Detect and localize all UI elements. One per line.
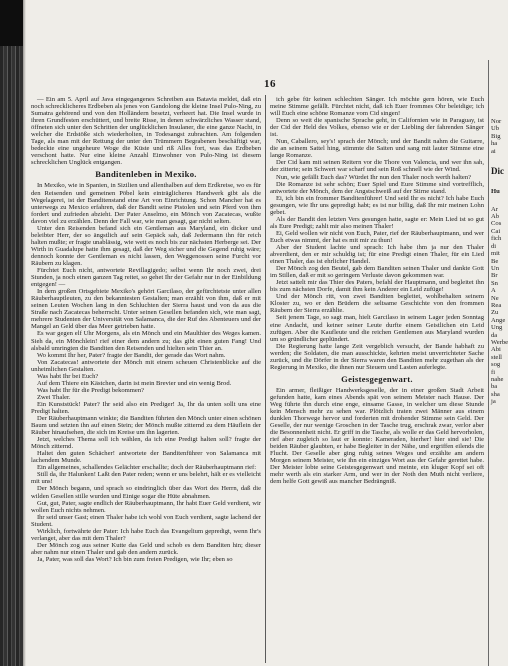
adjacent-page-fragment: Hu	[491, 187, 500, 195]
page-gutter-shadow	[23, 0, 26, 666]
article-paragraph: Denn so weit die spanische Sprache geht, in Californien wie in Paraguay, ist der Cid der Held des Volkes, ebenso wie er der Liebling der fahrenden Sänger ist.	[270, 117, 484, 139]
adjacent-page-fragment	[491, 180, 504, 187]
adjacent-page-fragment: Ange	[491, 316, 506, 324]
binding-corner-shadow	[0, 0, 23, 46]
adjacent-page-fragment: ja	[491, 398, 496, 406]
adjacent-page-fragment: ha	[491, 140, 498, 148]
article-paragraph: Der Cid kam mit seinen Reitern vor die Thore von Valencia, und wer ihn sah, der zitterte; sein Schwert war scharf und sein Roß schnell wie der Wind.	[270, 159, 484, 174]
article-paragraph: Von Zacatecas! antwortete der Mönch mit einem scheuen Christenblicke auf die unheimlichen Gestalten.	[31, 358, 261, 373]
article-paragraph: Als der Bandit den letzten Vers gesungen hatte, sagte er: Mein Lied ist so gut als Eure Predigt; zahlt mir also meinen Thaler!	[270, 215, 484, 230]
adjacent-page-fragment	[491, 155, 504, 162]
adjacent-page-fragment: Rea	[491, 301, 502, 309]
adjacent-page-fragment: Cos	[491, 220, 502, 228]
adjacent-page-fragment: ba	[491, 383, 498, 391]
adjacent-page-fragment: Ar	[491, 205, 498, 213]
article-paragraph: Still da, ihr Halunken! Laßt den Pater reden; wenn er uns belehrt, hält er es vielleicht mit uns!	[31, 471, 261, 486]
article-paragraph: Ja, Pater, was soll das Wort? Ich bin zum freien Predigen, wie Ihr; eben so	[36, 555, 233, 563]
article-paragraph: In Mexiko, wie in Spanien, in Sizilien und allenthalben auf dem Erdkreise, wo es für den Reisenden und gemeinen Pöbel kein einträglicheres Handwerk gibt als die Wegelagerei, ist der Banditenstand eine Art von Einrichtung. Schon Mancher hat es unterwegs zu Mexico erfahren, daß der Bandit seine Pistolen und sein Pferd von ihm fordert und zufrieden abzieht. Der Pater Anselmo, ein Mönch von Zacatecas, wußte davon viel zu erzählen. Denn der Fall war, wie man gesagt, gar nicht selten.	[31, 182, 261, 225]
article-paragraph: Seit jenem Tage, so sagt man, hielt Garcilaso in seinem Lager jeden Sonntag eine Andacht, und keiner seiner Leute durfte einem Geistlichen ein Leid zufügen. Aber die Kaufleute und die reichen Gentlemen aus Maryland wurden um so gründlicher geplündert.	[270, 314, 484, 343]
adjacent-page-fragment: Sn	[491, 279, 498, 287]
article-paragraph: Der Mönch begann, und sprach so eindringlich über das Wort des Herrn, daß die wilden Gesellen stille wurden und Einige sogar die Hüte abnahmen.	[31, 485, 261, 500]
adjacent-page-fragment: Cai	[491, 227, 501, 235]
article-paragraph: Nun, wie gefällt Euch das? Würdet Ihr nun den Thaler noch werth halten?	[275, 173, 472, 181]
article-paragraph: ich gebe für keinen schlechten Sänger. Ich möchte gern hören, wie Euch meine Stimme gefällt. Fürchtet nicht, daß ich Euer frommes Ohr beleidige; ich will Euch eine schöne Romanze vom Cid singen!	[270, 96, 484, 118]
adjacent-page-strip	[491, 118, 508, 658]
adjacent-page-fragment: Br	[491, 272, 498, 280]
adjacent-page-fragment: da	[491, 331, 498, 339]
article-paragraph: Jetzt sattelt mir das Thier des Paters, befahl der Hauptmann, und begleitet ihn bis zum nächsten Dorfe, damit ihm kein Anderer ein Leid zufüge!	[270, 279, 484, 294]
adjacent-page-fragment: Nor	[491, 118, 502, 125]
adjacent-page-fragment: mit	[491, 250, 500, 258]
banditenleben-continuation	[270, 96, 484, 371]
adjacent-page-fragment: fich	[491, 235, 502, 243]
column-divider	[265, 95, 266, 663]
article-paragraph: Nun, Caballero, sey's! sprach der Mönch; und der Bandit nahm die Guitarre, die an seinem Sattel hing, stimmte die Saiten und sang mit lauter Stimme eine lange Romanze.	[270, 138, 484, 160]
book-binding	[0, 0, 23, 666]
article-paragraph: Die Regierung hatte lange Zeit vergeblich versucht, der Bande habhaft zu werden; die Soldaten, die man ausschickte, kehrten meist unverrichteter Sache zurück, und die Dörfer in der Sierra waren den Banditen mehr zugethan als der Regierung in Mexiko, die ihnen nur Steuern und Lasten auferlegte.	[270, 342, 484, 371]
article-paragraph: Unter den Reisenden befand sich ein Gentleman aus Maryland, ein dicker und beleibter Herr, der so ängstlich auf sein Gepäck sah, daß Jedermann ihn für reich halten mußte; er fragte unablässig, wie weit es noch bis zur nächsten Herberge sei. Der Wirth in Guadalupe hatte ihm gesagt, daß der Weg sicher und die Gegend ruhig wäre; dennoch konnte der Gentleman es nicht lassen, den Weggenossen seine Furcht vor Räubern zu klagen.	[31, 224, 261, 267]
banditenleben-article	[31, 182, 261, 563]
article-paragraph: In dem großen Ortsgebiete Mexiko's gehört Garcilaso, der gefürchtetste unter allen Räuberhauptleuten, zu den bekanntesten Gestalten; man erzählt von ihm, daß er mit seinen Leuten Wochen lang in den Schluchten der Sierra haust und von da aus die Straße nach Zacatecas beherrscht. Unter seinen Gesellen befanden sich, wie man sagt, mehrere Studenten der Universität von Salamanca, die der Ruf des Abenteuers und der Mangel an Geld über das Meer getrieben hatte.	[31, 288, 261, 331]
adjacent-page-fragment: ai	[491, 147, 496, 155]
adjacent-page-fragment: stell	[491, 353, 502, 361]
article-paragraph: Auf dem Thiere ein Kästchen, darin ist mein Brevier und ein wenig Brod.	[36, 379, 232, 387]
left-column	[31, 96, 261, 662]
page-edge-line	[488, 60, 489, 666]
report-paragraph: — Ein am 5. April auf Java eingegangenes Schreiben aus Batavia meldet, daß ein noch schrecklicheres Erdbeben als jenes von Gandolong die kleine Insel Pulo-Ning, zu Sumatra gehörend und von den Holländern besetzt, verheert hat. Die Insel wurde in ihren Grundfesten erschüttert, und breite Risse, in denen schwärzliches Wasser stand, öffneten sich unter den Schritten der unglücklichen Insulaner, die eine ganze Nacht, in welcher die Erdstöße sich wiederholten, in Todesangst zubrachten. Am folgenden Tage, als man mit der Rettung der unter den Trümmern Begrabenen beschäftigt war, bedeckte eine ungeheure Woge die Küste und riß Alles fort, was das Erdbeben verschont hatte. Nur eine kleine Anzahl Einwohner von Pulo-Ning ist diesem schrecklichen Unglück entgangen.	[31, 96, 261, 167]
adjacent-page-fragment: nahe	[491, 376, 504, 383]
article-paragraph: Haltet den guten Schächer! antwortete der Banditenführer von Salamanca mit lachendem Munde.	[31, 450, 261, 465]
earthquake-report	[31, 96, 261, 166]
article-paragraph: Jetzt, welches Thema soll ich wählen, da ich eine Predigt halten soll? fragte der Mönch zitternd.	[31, 436, 261, 451]
adjacent-page-fragment: Ung	[491, 324, 503, 332]
article-paragraph: Ein armer, fleißiger Handwerksgeselle, der in einer großen Stadt Arbeit gefunden hatte, kam eines Abends spät von seinem Meister nach Hause. Der Weg führte ihn durch eine enge, einsame Gasse, in welcher um diese Stunde kein Mensch mehr zu sehen war. Plötzlich traten zwei Männer aus einem dunklen Thorwege hervor und forderten mit drohender Stimme sein Geld. Der Geselle, der nur wenige Groschen in der Tasche trug, erschrak zwar, verlor aber die Besonnenheit nicht. Er griff in die Tasche, als wolle er das Geld hervorholen, rief aber zugleich so laut er konnte: Kameraden, hierher! hier sind sie! Die beiden Räuber glaubten, er habe Begleiter in der Nähe, und ergriffen eilends die Flucht. Der Geselle aber ging ruhig seines Weges und erzählte am andern Morgen seinem Meister, wie ihn ein einziges Wort aus der Gefahr gerettet habe. Der Meister lobte seine Geistesgegenwart und meinte, ein kluger Kopf sei oft mehr werth als ein starker Arm, und wer in der Noth den Muth nicht verliere, dem helfe Gott gewiß aus mancher Bedrängniß.	[270, 386, 484, 486]
article-paragraph: Der Räuberhauptmann winkte; die Banditen führten den Mönch unter einen schönen Baum und setzten ihn auf einen Stein; der Mönch mußte zitternd zu dem Häuflein der Räuber hinaufsehen, die sich im Kreise um ihn lagerten.	[31, 415, 261, 437]
article-paragraph: Der Mönch zog den Beutel, gab dem Banditen seinen Thaler und dankte Gott im Stillen, daß er mit so geringem Verluste davon gekommen war.	[270, 265, 484, 280]
adjacent-page-fragment: A	[491, 287, 496, 295]
adjacent-page-fragment: Be	[491, 257, 499, 265]
article-paragraph: Gut, gut, Pater, sagte endlich der Räuberhauptmann, Ihr habt Euer Geld verdient, wir wollen Euch nichts nehmen.	[31, 499, 261, 514]
article-paragraph: Wirklich, fortwährte der Pater: Ich habe Euch das Evangelium gepredigt, wenn Ihr's verlanget, aber das mit dem Thaler?	[31, 527, 261, 542]
adjacent-page-fragment: Dic	[491, 166, 504, 177]
article-paragraph: Was habt Ihr bei Euch?	[36, 372, 99, 380]
adjacent-page-fragment: sog	[491, 361, 501, 369]
section-heading-banditenleben: Banditenleben in Mexiko.	[95, 169, 197, 180]
adjacent-page-fragment: Abi	[491, 346, 501, 354]
article-paragraph: Ihr seid unser Gast; einen Thaler habe ich wohl von Euch verdient, sagte lachend der Student.	[31, 513, 261, 528]
page-number: 16	[264, 78, 276, 90]
adjacent-page-fragment: sha	[491, 390, 500, 398]
geistesgegenwart-article	[270, 387, 484, 486]
article-paragraph: Die Romanze ist sehr schön; Euer Spiel und Eure Stimme sind vortrefflich, antwortete der Mönch, dem der Angstschweiß auf der Stirne stand.	[270, 180, 484, 195]
adjacent-page-fragment: Ab	[491, 213, 500, 221]
article-paragraph: Wo kommt Ihr her, Pater? fragte der Bandit, der gerade das Wort nahm.	[36, 351, 226, 359]
adjacent-page-fragment: fi	[491, 368, 496, 376]
article-paragraph: Ein allgemeines, schallendes Gelächter erschallte; doch der Räuberhauptmann rief:	[36, 464, 257, 472]
article-paragraph: Und der Mönch ritt, von zwei Banditen begleitet, wohlbehalten seinem Kloster zu, wo er den Brüdern die seltsame Geschichte von den frommen Räubern der Sierra erzählte.	[270, 293, 484, 315]
article-paragraph: Ei, ich bin ein frommer Banditenführer! Und seid Ihr es nicht? Ich habe Euch gesungen, wie Ihr uns gepredigt habt; es ist nur billig, daß Ihr mir meinen Lohn gebet.	[270, 194, 484, 216]
article-paragraph: Fürchtet Euch nicht, antwortete Revillagigedo; selbst wenn Ihr noch zwei, drei Stunden, ja noch einen ganzen Tag reitet, so gehet Ihr der Gefahr nur in der Einbildung entgegen! —	[31, 267, 261, 289]
right-column	[270, 96, 484, 662]
article-paragraph: Zwei Thaler.	[36, 393, 71, 401]
article-paragraph: Ei, Geld wollen wir nicht von Euch, Pater, rief der Räuberhauptmann, und wer Euch etwas nimmt, der hat es mit mir zu thun!	[270, 229, 484, 244]
article-paragraph: Aber der Student lachte und sprach: Ich habe ihm ja nur den Thaler abverdient, den er mir schuldig ist; für eine Predigt einen Thaler, für ein Lied einen Thaler, das ist ehrlicher Handel.	[270, 243, 484, 266]
adjacent-page-fragment: Ub	[491, 125, 500, 133]
adjacent-page-fragment	[491, 198, 504, 205]
article-paragraph: Der Mönch zog aus seiner Kutte das Geld und schob es dem Banditen hin; dieser aber nahm nur einen Thaler und gab den andern zurück.	[31, 541, 261, 556]
article-paragraph: Was habt Ihr für die Predigt bekommen?	[36, 386, 145, 394]
adjacent-page-fragment: Zu	[491, 309, 499, 317]
article-paragraph: Ein Kunststück! Pater? Ihr seid also ein Prediger! Ja, Ihr da unten sollt uns eine Predigt halten.	[31, 400, 261, 415]
article-paragraph: Es war gegen elf Uhr Morgens, als ein Mönch und ein Maulthier des Weges kamen. Sieh da, ein Mönchlein! rief einer dem andern zu; das gibt einen guten Fang! Und alsbald umringten die Banditen den Reisenden und hielten sein Thier an.	[31, 330, 261, 352]
adjacent-page-fragment: Werbe	[491, 338, 508, 346]
section-heading-geistesgegenwart: Geistesgegenwart.	[341, 373, 413, 384]
adjacent-page-fragment: Un	[491, 264, 500, 272]
adjacent-page-fragment: Big	[491, 132, 501, 140]
adjacent-page-fragment: Ne	[491, 294, 499, 302]
adjacent-page-fragment: di	[491, 242, 497, 250]
